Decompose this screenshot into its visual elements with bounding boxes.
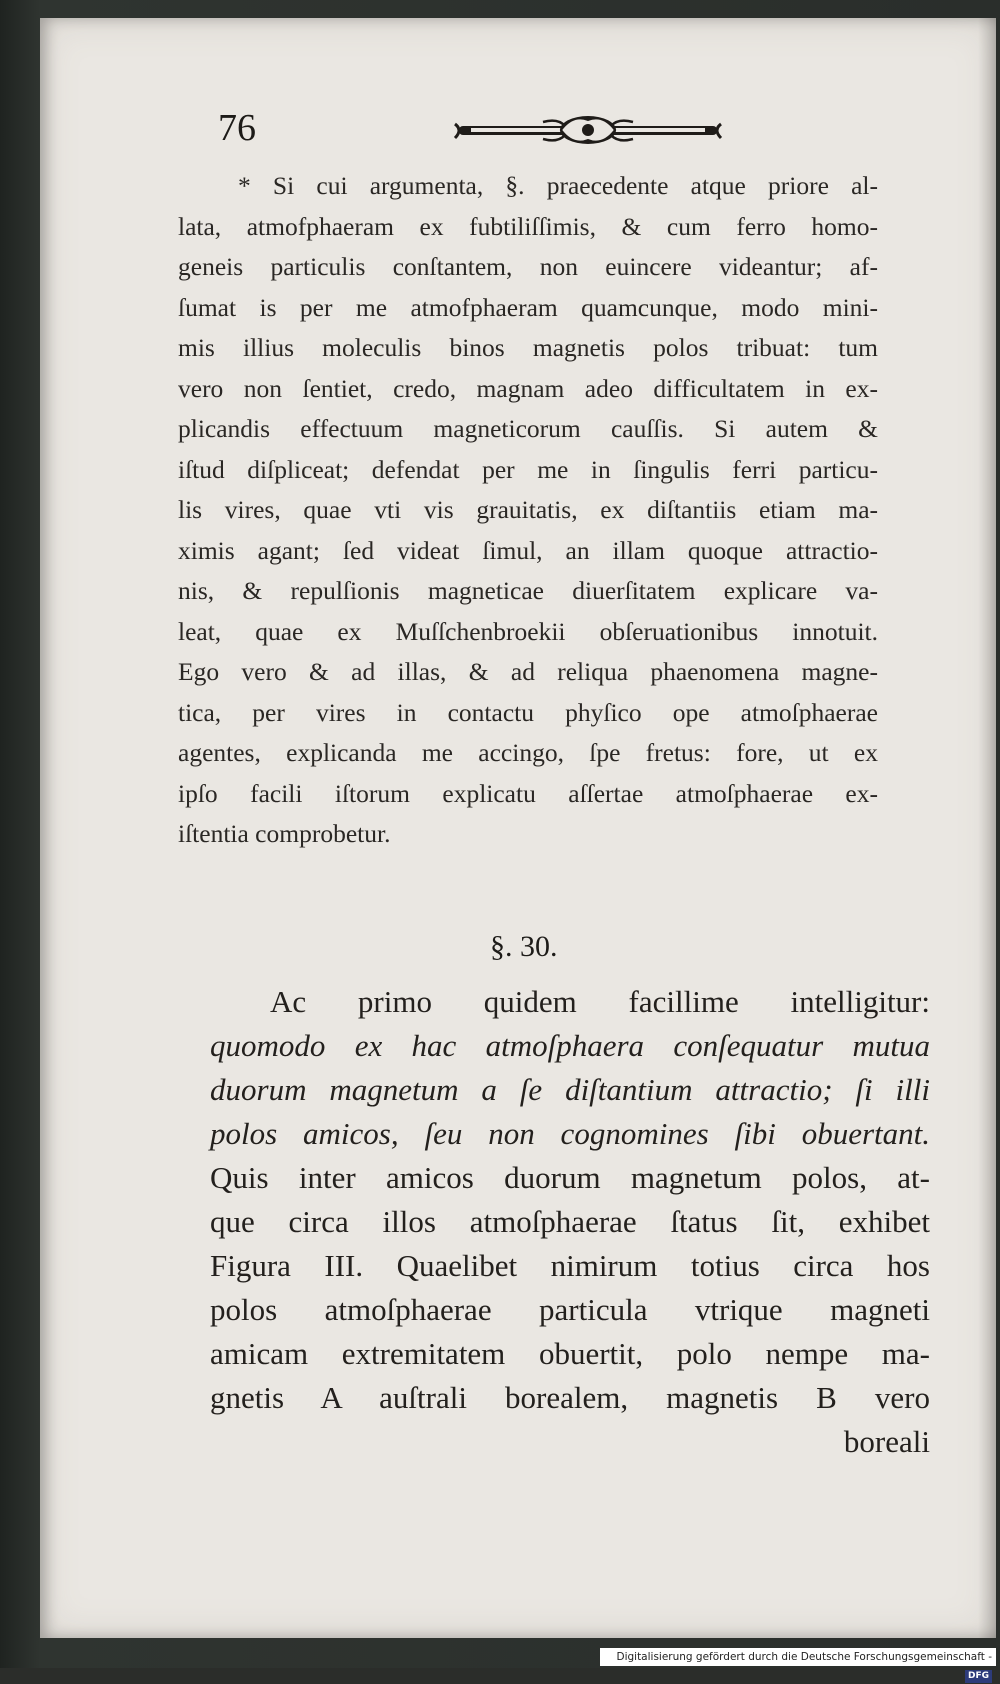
footnote-line: plicandis effectuum magneticorum cauſſis. Si autem & [178, 414, 878, 443]
footnote-line: ximis agant; ſed videat ſimul, an illam quoque attractio- [178, 535, 878, 565]
decorative-ornament-icon [453, 112, 723, 150]
dfg-logo: DFG [965, 1670, 992, 1683]
page-number: 76 [218, 107, 256, 149]
footnote-line: nis, & repulſionis magneticae diuerſitatem explicare va- [178, 576, 878, 605]
body-line-italic: duorum magnetum a ſe diſtantium attractio; ſi illi [210, 1072, 930, 1107]
digitization-credit [600, 1648, 996, 1681]
footnote-line: ipſo facili iſtorum explicatu aſſertae atmoſphaerae ex- [178, 778, 878, 808]
body-line: Ac primo quidem facillime intelligitur: [270, 984, 930, 1019]
page-header [218, 106, 778, 166]
footnote-line: geneis particulis conſtantem, non euincere videantur; af- [178, 252, 878, 281]
footnote-line: lata, atmofphaeram ex fubtiliſſimis, & cum ferro homo- [178, 211, 878, 241]
footnote-line: mis illius moleculis binos magnetis polos tribuat: tum [178, 333, 878, 362]
body-line: polos atmoſphaerae particula vtrique magneti [210, 1292, 930, 1327]
footnote-block [178, 166, 878, 855]
footnote-line: * Si cui argumenta, §. praecedente atque priore al- [238, 171, 878, 200]
body-line: amicam extremitatem obuertit, polo nempe ma- [210, 1336, 930, 1371]
footnote-line: Ego vero & ad illas, & ad reliqua phaenomena magne- [178, 657, 878, 686]
footnote-line: vero non ſentiet, credo, magnam adeo difficultatem in ex- [178, 373, 878, 403]
footnote-line: leat, quae ex Muſſchenbroekii obſeruationibus innotuit. [178, 616, 878, 646]
page-edge-shadow [978, 18, 996, 1638]
body-line: gnetis A auſtrali borealem, magnetis B vero [210, 1380, 930, 1415]
footnote-line: iſtud diſpliceat; defendat per me in ſingulis ferri particu- [178, 454, 878, 484]
section-heading: §. 30. [490, 930, 558, 963]
footnote-line: iſtentia comprobetur. [178, 819, 391, 848]
catchword: boreali [843, 1424, 930, 1459]
body-line: que circa illos atmoſphaerae ſtatus ſit, exhibet [210, 1204, 930, 1239]
body-line: Figura III. Quaelibet nimirum totius circa hos [210, 1248, 930, 1283]
body-text-block [210, 980, 930, 1464]
body-line-italic: quomodo ex hac atmoſphaera conſequatur mutua [210, 1028, 930, 1063]
footnote-line: ſumat is per me atmofphaeram quamcunque, modo mini- [178, 292, 878, 322]
footnote-line: tica, per vires in contactu phyſico ope atmoſphaerae [178, 697, 878, 727]
credit-text: Digitalisierung gefördert durch die Deutsche Forschungsgemeinschaft - [616, 1651, 992, 1663]
footnote-line: lis vires, quae vti vis grauitatis, ex diſtantiis etiam ma- [178, 495, 878, 524]
body-line-italic: polos amicos, ſeu non cognomines ſibi obuertant. [210, 1116, 930, 1151]
footnote-line: agentes, explicanda me accingo, ſpe fretus: fore, ut ex [178, 738, 878, 767]
body-line: Quis inter amicos duorum magnetum polos, at- [210, 1160, 930, 1195]
